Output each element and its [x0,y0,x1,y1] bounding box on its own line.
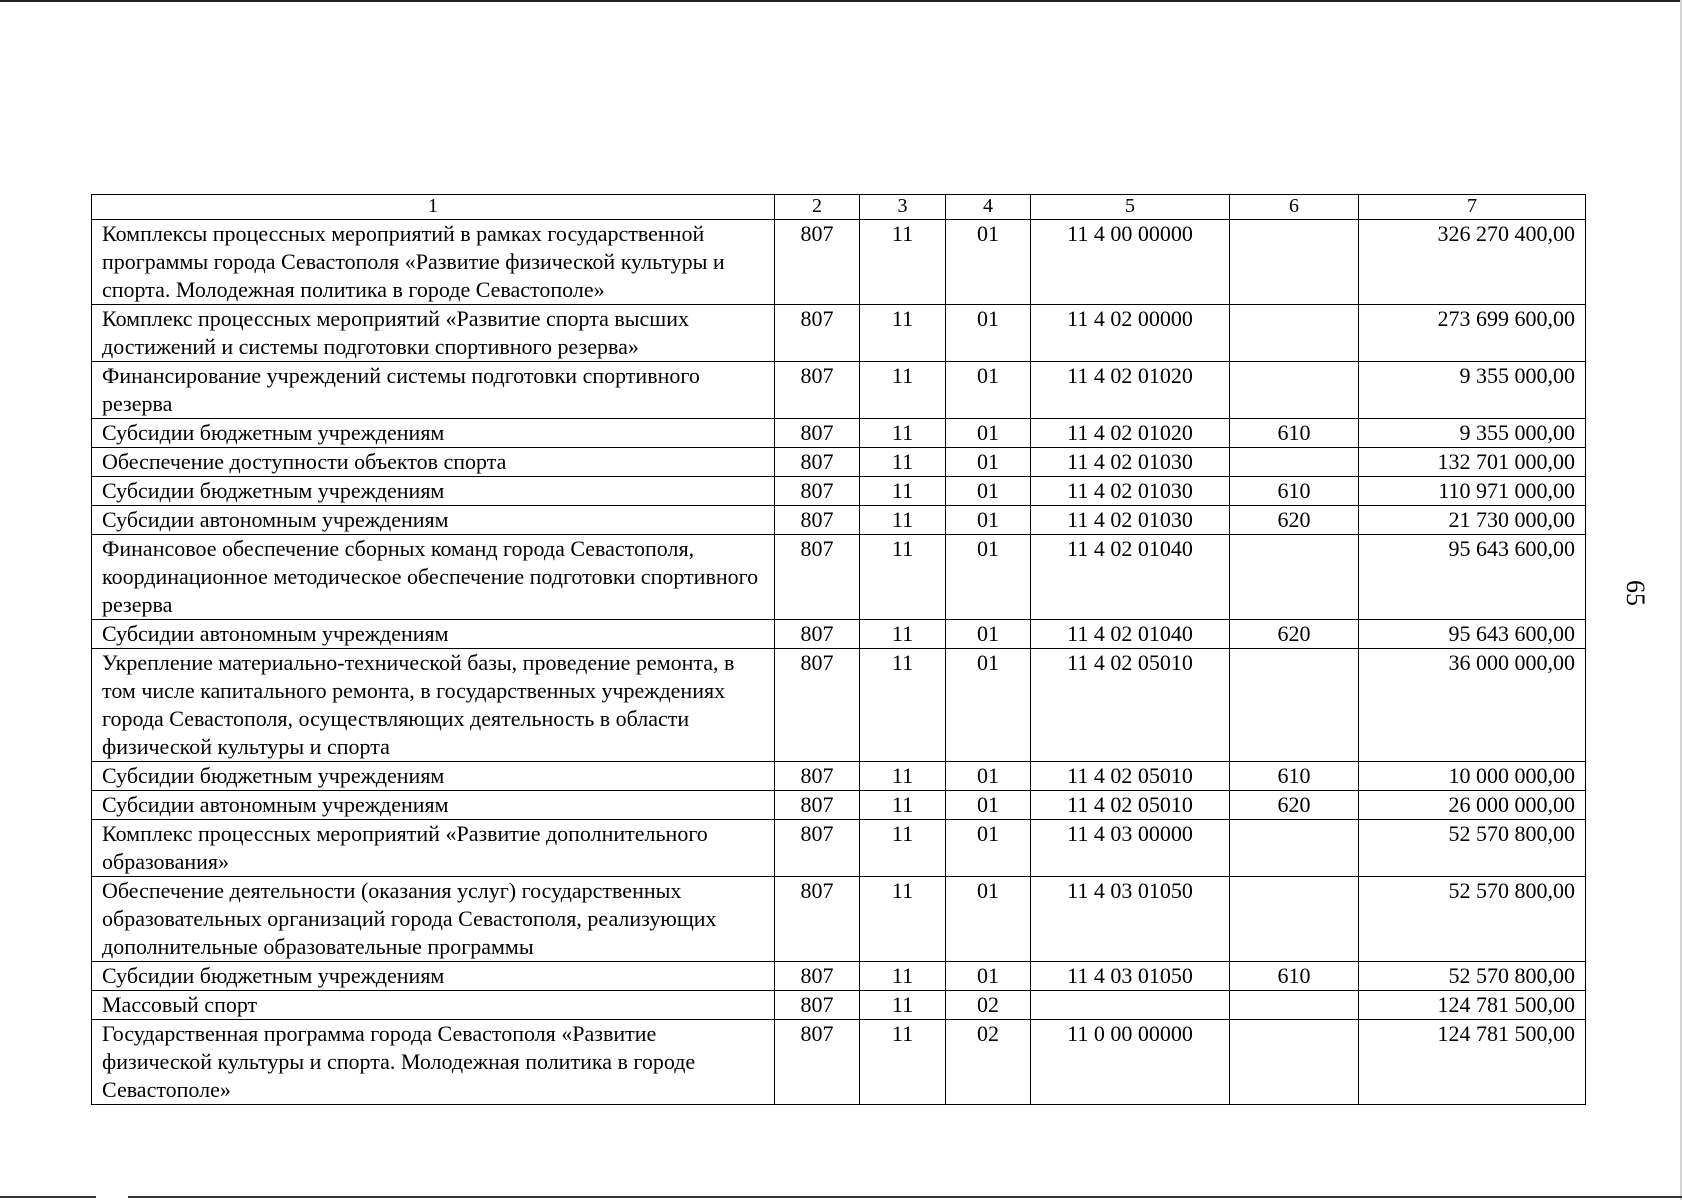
cell-col-2: 807 [775,477,860,506]
cell-name: Комплекс процессных мероприятий «Развитие спорта высших достижений и системы подготовки спортивного резерва» [92,305,775,362]
cell-name: Обеспечение деятельности (оказания услуг) государственных образовательных организаций города Севастополя, реализующих дополнительные образовательные программы [92,877,775,962]
table-row [92,762,1586,791]
cell-col-3: 11 [860,419,946,448]
cell-name: Государственная программа города Севастополя «Развитие физической культуры и спорта. Молодежная политика в городе Севастополе» [92,1020,775,1105]
cell-col-3: 11 [860,1020,946,1105]
cell-col-6 [1230,362,1359,419]
page-number: 65 [1621,580,1650,606]
cell-col-5: 11 4 00 00000 [1031,220,1230,305]
cell-col-2: 807 [775,506,860,535]
cell-amount: 26 000 000,00 [1359,791,1586,820]
table-row [92,962,1586,991]
scan-bottom-line [0,1196,96,1198]
table-row [92,419,1586,448]
cell-col-4: 01 [946,220,1031,305]
cell-col-3: 11 [860,877,946,962]
table-row [92,448,1586,477]
cell-col-6: 620 [1230,620,1359,649]
cell-col-5 [1031,991,1230,1020]
cell-col-2: 807 [775,620,860,649]
cell-col-3: 11 [860,448,946,477]
cell-amount: 21 730 000,00 [1359,506,1586,535]
cell-name: Финансирование учреждений системы подготовки спортивного резерва [92,362,775,419]
cell-name: Субсидии бюджетным учреждениям [92,419,775,448]
cell-amount: 110 971 000,00 [1359,477,1586,506]
cell-name: Комплекс процессных мероприятий «Развитие дополнительного образования» [92,820,775,877]
table-row [92,991,1586,1020]
cell-col-6 [1230,220,1359,305]
table-row [92,649,1586,762]
cell-amount: 124 781 500,00 [1359,991,1586,1020]
cell-col-6: 620 [1230,791,1359,820]
cell-col-4: 01 [946,762,1031,791]
table-row [92,220,1586,305]
cell-name: Обеспечение доступности объектов спорта [92,448,775,477]
table-row [92,506,1586,535]
cell-col-4: 01 [946,820,1031,877]
cell-col-5: 11 4 02 01030 [1031,477,1230,506]
cell-col-2: 807 [775,762,860,791]
cell-name: Комплексы процессных мероприятий в рамках государственной программы города Севастополя «Развитие физической культуры и спорта. Молодежная политика в городе Севастополе» [92,220,775,305]
cell-col-3: 11 [860,649,946,762]
cell-col-3: 11 [860,362,946,419]
cell-col-6 [1230,877,1359,962]
cell-col-5: 11 4 03 01050 [1031,877,1230,962]
table-row [92,305,1586,362]
header-col-3: 3 [860,195,946,220]
cell-col-3: 11 [860,820,946,877]
table-row [92,477,1586,506]
header-col-1: 1 [92,195,775,220]
cell-name: Субсидии автономным учреждениям [92,506,775,535]
table-row [92,535,1586,620]
table-row [92,791,1586,820]
cell-col-4: 02 [946,991,1031,1020]
cell-col-2: 807 [775,1020,860,1105]
cell-col-5: 11 4 02 01030 [1031,506,1230,535]
header-col-4: 4 [946,195,1031,220]
cell-amount: 52 570 800,00 [1359,820,1586,877]
cell-col-4: 01 [946,877,1031,962]
cell-col-5: 11 4 02 01030 [1031,448,1230,477]
cell-col-5: 11 4 02 05010 [1031,762,1230,791]
budget-table [91,194,1586,1105]
cell-col-6 [1230,820,1359,877]
header-col-6: 6 [1230,195,1359,220]
cell-col-6 [1230,991,1359,1020]
header-col-5: 5 [1031,195,1230,220]
cell-amount: 10 000 000,00 [1359,762,1586,791]
table-row [92,820,1586,877]
cell-col-2: 807 [775,649,860,762]
cell-amount: 124 781 500,00 [1359,1020,1586,1105]
cell-amount: 9 355 000,00 [1359,419,1586,448]
cell-col-3: 11 [860,477,946,506]
table-row [92,362,1586,419]
cell-name: Субсидии бюджетным учреждениям [92,962,775,991]
cell-col-2: 807 [775,220,860,305]
cell-amount: 132 701 000,00 [1359,448,1586,477]
cell-col-5: 11 4 02 01040 [1031,535,1230,620]
cell-col-4: 01 [946,535,1031,620]
cell-col-5: 11 4 02 05010 [1031,649,1230,762]
cell-col-2: 807 [775,991,860,1020]
cell-col-2: 807 [775,419,860,448]
cell-amount: 52 570 800,00 [1359,962,1586,991]
cell-amount: 273 699 600,00 [1359,305,1586,362]
table-header-row [92,195,1586,220]
cell-col-2: 807 [775,535,860,620]
cell-col-2: 807 [775,820,860,877]
cell-col-4: 01 [946,962,1031,991]
scan-bottom-line [128,1196,1682,1198]
table-body [92,220,1586,1105]
cell-name: Массовый спорт [92,991,775,1020]
cell-amount: 36 000 000,00 [1359,649,1586,762]
cell-col-6: 610 [1230,477,1359,506]
cell-col-2: 807 [775,362,860,419]
cell-col-2: 807 [775,791,860,820]
cell-col-6 [1230,535,1359,620]
cell-col-6: 620 [1230,506,1359,535]
cell-amount: 326 270 400,00 [1359,220,1586,305]
cell-col-4: 01 [946,305,1031,362]
cell-col-5: 11 4 02 01040 [1031,620,1230,649]
cell-col-3: 11 [860,991,946,1020]
cell-col-6 [1230,1020,1359,1105]
cell-name: Укрепление материально-технической базы, проведение ремонта, в том числе капитального ремонта, в государственных учреждениях города Севастополя, осуществляющих деятельность в области физической культуры и спорта [92,649,775,762]
cell-col-5: 11 0 00 00000 [1031,1020,1230,1105]
cell-col-3: 11 [860,962,946,991]
cell-amount: 95 643 600,00 [1359,620,1586,649]
cell-col-6 [1230,305,1359,362]
cell-col-2: 807 [775,305,860,362]
cell-col-5: 11 4 02 01020 [1031,362,1230,419]
cell-col-6: 610 [1230,962,1359,991]
cell-col-5: 11 4 03 00000 [1031,820,1230,877]
cell-amount: 95 643 600,00 [1359,535,1586,620]
cell-col-6: 610 [1230,419,1359,448]
cell-col-3: 11 [860,220,946,305]
table-row [92,1020,1586,1105]
header-col-7: 7 [1359,195,1586,220]
table-row [92,620,1586,649]
cell-col-4: 01 [946,362,1031,419]
cell-col-3: 11 [860,762,946,791]
cell-col-4: 01 [946,419,1031,448]
cell-col-3: 11 [860,305,946,362]
cell-col-5: 11 4 03 01050 [1031,962,1230,991]
cell-col-4: 01 [946,620,1031,649]
cell-col-4: 02 [946,1020,1031,1105]
cell-col-5: 11 4 02 05010 [1031,791,1230,820]
cell-col-3: 11 [860,535,946,620]
table-row [92,877,1586,962]
cell-col-6 [1230,649,1359,762]
cell-name: Финансовое обеспечение сборных команд города Севастополя, координационное методическое обеспечение подготовки спортивного резерва [92,535,775,620]
scan-edge-top [0,0,1682,2]
cell-col-2: 807 [775,448,860,477]
cell-col-3: 11 [860,791,946,820]
cell-col-4: 01 [946,448,1031,477]
header-col-2: 2 [775,195,860,220]
cell-col-3: 11 [860,506,946,535]
cell-name: Субсидии бюджетным учреждениям [92,477,775,506]
cell-amount: 9 355 000,00 [1359,362,1586,419]
cell-col-5: 11 4 02 00000 [1031,305,1230,362]
cell-col-4: 01 [946,477,1031,506]
cell-col-4: 01 [946,791,1031,820]
cell-col-6: 610 [1230,762,1359,791]
cell-col-4: 01 [946,649,1031,762]
cell-name: Субсидии бюджетным учреждениям [92,762,775,791]
cell-col-3: 11 [860,620,946,649]
cell-col-4: 01 [946,506,1031,535]
cell-amount: 52 570 800,00 [1359,877,1586,962]
cell-col-2: 807 [775,877,860,962]
table-header [92,195,1586,220]
cell-col-5: 11 4 02 01020 [1031,419,1230,448]
cell-name: Субсидии автономным учреждениям [92,620,775,649]
cell-col-2: 807 [775,962,860,991]
cell-col-6 [1230,448,1359,477]
cell-name: Субсидии автономным учреждениям [92,791,775,820]
